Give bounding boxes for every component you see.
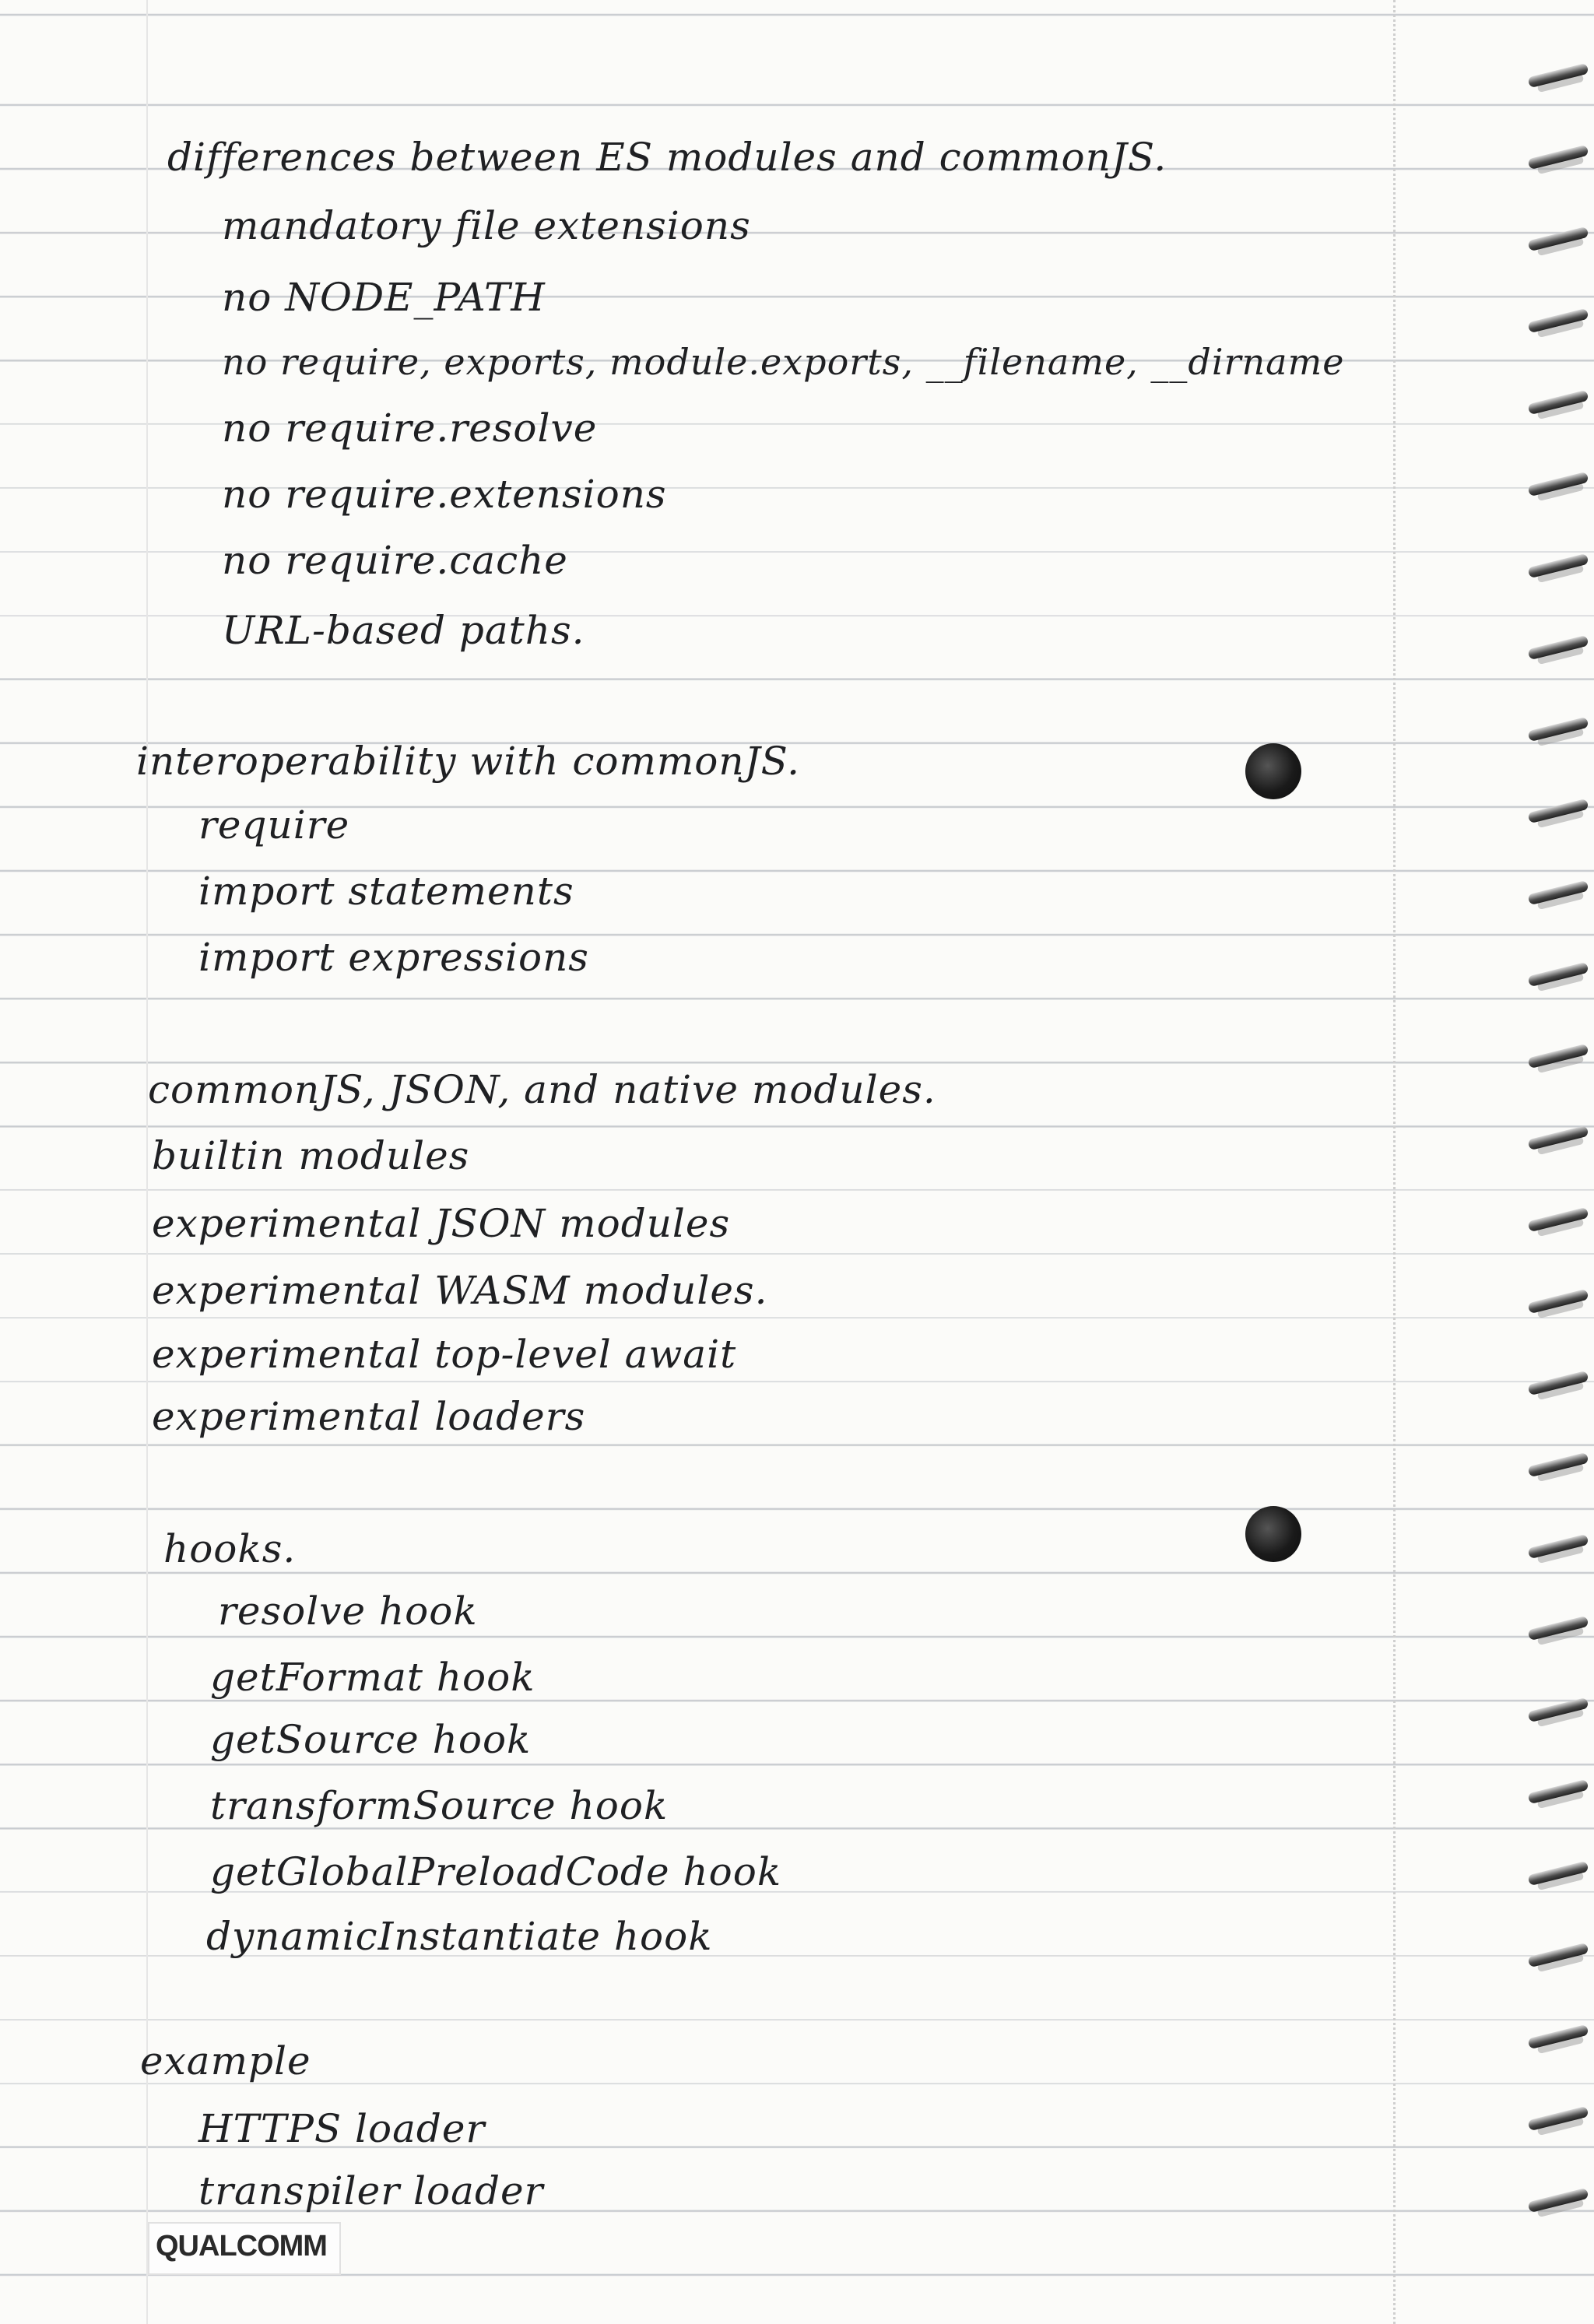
spiral-coil <box>1522 1206 1592 1237</box>
spiral-coil <box>1522 1778 1592 1810</box>
list-item: import expressions <box>198 935 589 980</box>
spiral-coil <box>1522 226 1592 257</box>
spiral-coil <box>1522 2187 1592 2218</box>
spiral-coil <box>1522 389 1592 420</box>
list-item: no require.cache <box>222 538 568 583</box>
spiral-coil <box>1522 307 1592 339</box>
list-item: experimental loaders <box>152 1394 586 1439</box>
spiral-coil <box>1522 2024 1592 2055</box>
spiral-coil <box>1522 961 1592 992</box>
list-item: HTTPS loader <box>198 2106 486 2151</box>
spiral-coil <box>1522 1452 1592 1483</box>
heading-hooks: hooks. <box>163 1526 297 1571</box>
brand-logo <box>148 2222 341 2275</box>
spiral-coil <box>1522 879 1592 911</box>
list-item: transformSource hook <box>210 1783 669 1828</box>
list-item: experimental JSON modules <box>152 1201 731 1246</box>
spiral-coil <box>1522 1615 1592 1646</box>
list-item: no NODE_PATH <box>222 275 546 320</box>
list-item: experimental WASM modules. <box>152 1268 768 1313</box>
list-item: URL-based paths. <box>222 608 585 653</box>
list-item: no require.resolve <box>222 405 598 451</box>
spiral-coil <box>1522 1125 1592 1156</box>
spiral-coil <box>1522 1942 1592 1973</box>
spiral-coil <box>1522 553 1592 584</box>
spiral-coil <box>1522 2105 1592 2136</box>
list-item: no require.extensions <box>222 472 667 517</box>
list-item: experimental top-level await <box>152 1332 737 1377</box>
list-item: getFormat hook <box>210 1655 535 1700</box>
spiral-coil <box>1522 1043 1592 1074</box>
list-item: resolve hook <box>218 1589 478 1634</box>
heading-interop: interoperability with commonJS. <box>136 739 801 784</box>
heading-es-differences: differences between ES modules and commonJS. <box>167 135 1167 180</box>
spiral-coil <box>1522 1288 1592 1319</box>
list-item: require <box>198 802 350 848</box>
spiral-coil <box>1522 1697 1592 1728</box>
spiral-coil <box>1522 1533 1592 1564</box>
logo-text: QUALCOMM <box>156 2230 327 2263</box>
spiral-coil <box>1522 1860 1592 1891</box>
list-item: no require, exports, module.exports, __filename, __dirname <box>222 341 1345 383</box>
spiral-coil <box>1522 798 1592 829</box>
spiral-coil <box>1522 1370 1592 1401</box>
list-item: dynamicInstantiate hook <box>206 1914 713 1959</box>
list-item: getGlobalPreloadCode hook <box>210 1849 782 1894</box>
perforation-line <box>1393 0 1396 2324</box>
spiral-coil <box>1522 471 1592 502</box>
heading-example: example <box>140 2038 311 2084</box>
list-item: builtin modules <box>152 1133 470 1178</box>
punch-hole <box>1245 743 1301 799</box>
spiral-coil <box>1522 144 1592 175</box>
spiral-coil <box>1522 634 1592 665</box>
list-item: transpiler loader <box>198 2168 544 2213</box>
list-item: getSource hook <box>210 1717 532 1762</box>
margin-line <box>146 0 148 2324</box>
spiral-coil <box>1522 716 1592 747</box>
list-item: import statements <box>198 869 574 914</box>
heading-modules: commonJS, JSON, and native modules. <box>148 1067 936 1112</box>
spiral-binding <box>1522 47 1594 2288</box>
list-item: mandatory file extensions <box>222 203 751 248</box>
spiral-coil <box>1522 62 1592 93</box>
punch-hole <box>1245 1506 1301 1562</box>
